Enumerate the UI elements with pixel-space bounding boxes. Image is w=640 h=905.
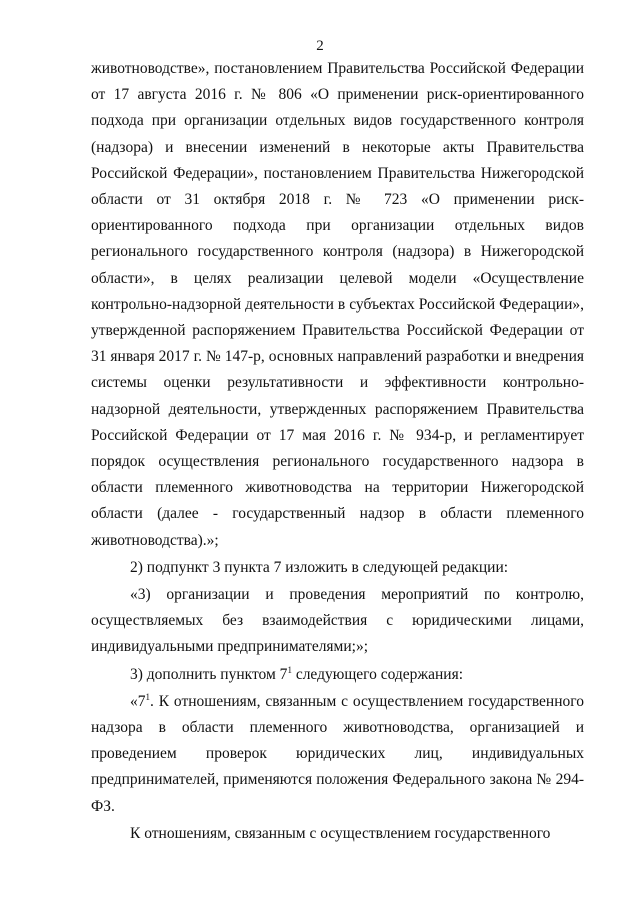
paragraph-continuation: животноводстве», постановлением Правительства Российской Федерации от 17 августа 2016 г. № 806 «О применении риск-ориентированного подхода при организации отдельных видов государственного контроля (надзора) и внесении изменений в некоторые акты Правительства Российской Федерации», постановлением Правительства Нижегородской области от 31 октября 2018 г. № 723 «О применении риск-ориентированного подхода при организации отдельных видов регионального государственного контроля (надзора) в Нижегородской области», в целях реализации целевой модели «Осуществление контрольно-надзорной деятельности в субъектах Российской Федерации», утвержденной распоряжением Правительства Российской Федерации от 31 января 2017 г. № 147-р, основных направлений разработки и внедрения системы оценки результативности и эффективности контрольно-надзорной деятельности, утвержденных распоряжением Правительства Российской Федерации от 17 мая 2016 г. № 934-р, и регламентирует порядок осуществления регионального государственного надзора в области племенного животноводства на территории Нижегородской области (далее - государственный надзор в области племенного животноводства).»; xyxy=(91,60,584,549)
superscript: 1 xyxy=(145,691,150,702)
paragraph-point-7-1 xyxy=(91,689,584,820)
paragraph-text-before: «7 xyxy=(130,692,146,710)
paragraph-text-before: 3) дополнить пунктом 7 xyxy=(130,665,288,683)
superscript: 1 xyxy=(287,664,292,675)
paragraph-text-after: следующего содержания: xyxy=(291,665,464,683)
document-body xyxy=(91,56,584,847)
paragraph-point-7-1-second: К отношениям, связанным с осуществлением государственного xyxy=(130,824,551,842)
paragraph-item-3-text: «3) организации и проведения мероприятий по контролю, осуществляемых без взаимодействия с юридическими лицами, индивидуальными предпринимателями;»; xyxy=(91,586,584,656)
paragraph-item-2: 2) подпункт 3 пункта 7 изложить в следующей редакции: xyxy=(130,558,509,576)
paragraph-item-3-add xyxy=(91,662,584,688)
page-number: 2 xyxy=(316,38,324,54)
paragraph-text-after: . К отношениям, связанным с осуществлением государственного надзора в области племенного животноводства, организацией и проведением проверок юридических лиц, индивидуальных предпринимателей, применяются положения Федерального закона № 294-ФЗ. xyxy=(91,692,584,815)
